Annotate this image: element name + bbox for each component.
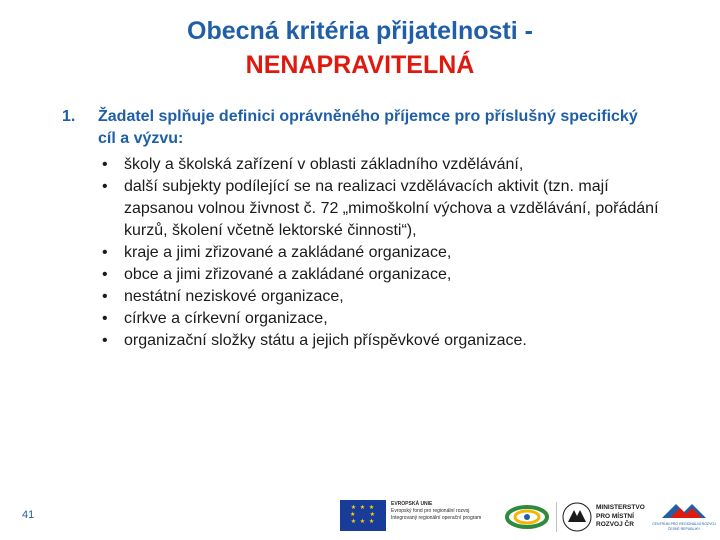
irop-logo-icon [504,504,550,530]
eu-line-2: Evropský fond pro regionální rozvoj [391,508,470,514]
crr-text: CENTRUM PRO REGIONÁLNÍ ROZVOJ ČESKÉ REPUBLIKY [652,522,716,531]
list-item: • organizační složky státu a jejich příspěvkové organizace. [98,330,678,352]
eu-text [391,501,501,522]
list-item: • církve a církevní organizace, [98,308,678,330]
ministry-line-3: ROZVOJ ČR [596,521,634,528]
list-item: • nestátní neziskové organizace, [98,286,678,308]
ministry-line-2: PRO MÍSTNÍ [596,512,634,520]
ministry-text [596,504,645,530]
eligible-list [98,154,678,352]
list-item: • další subjekty podílející se na realizaci vzdělávacích aktivit (tzn. mají zapsanou volnou živnost č. 72 „mimoškolní výchova a vzdělávání, pořádání kurzů, školení včetně lektorské činnosti“), [98,176,678,242]
page-number: 41 [22,509,35,521]
ministry-logo-icon [562,502,592,532]
list-item: • obce a jimi zřizované a zakládané organizace, [98,264,678,286]
eu-line-3: Integrovaný regionální operační program [391,515,482,521]
title-line-2: NENAPRAVITELNÁ [245,51,475,79]
eu-line-1: EVROPSKÁ UNIE [391,501,433,507]
slide-title [0,14,720,82]
item-number: 1. [62,108,76,125]
list-item: • školy a školská zařízení v oblasti základního vzdělávání, [98,154,678,176]
list-item: • kraje a jimi zřizované a zakládané organizace, [98,242,678,264]
crr-logo-icon [656,500,716,522]
ministry-line-1: MINISTERSTVO [596,504,645,511]
item-lead: Žadatel splňuje definici oprávněného příjemce pro příslušný specifický cíl a výzvu: [98,108,638,147]
footer-logos [336,496,720,538]
eu-flag-icon: ★ ★ ★ ★ ★ ★ ★ ★ [340,500,386,531]
title-line-1: Obecná kritéria přijatelnosti - [187,17,533,45]
divider [556,502,557,532]
